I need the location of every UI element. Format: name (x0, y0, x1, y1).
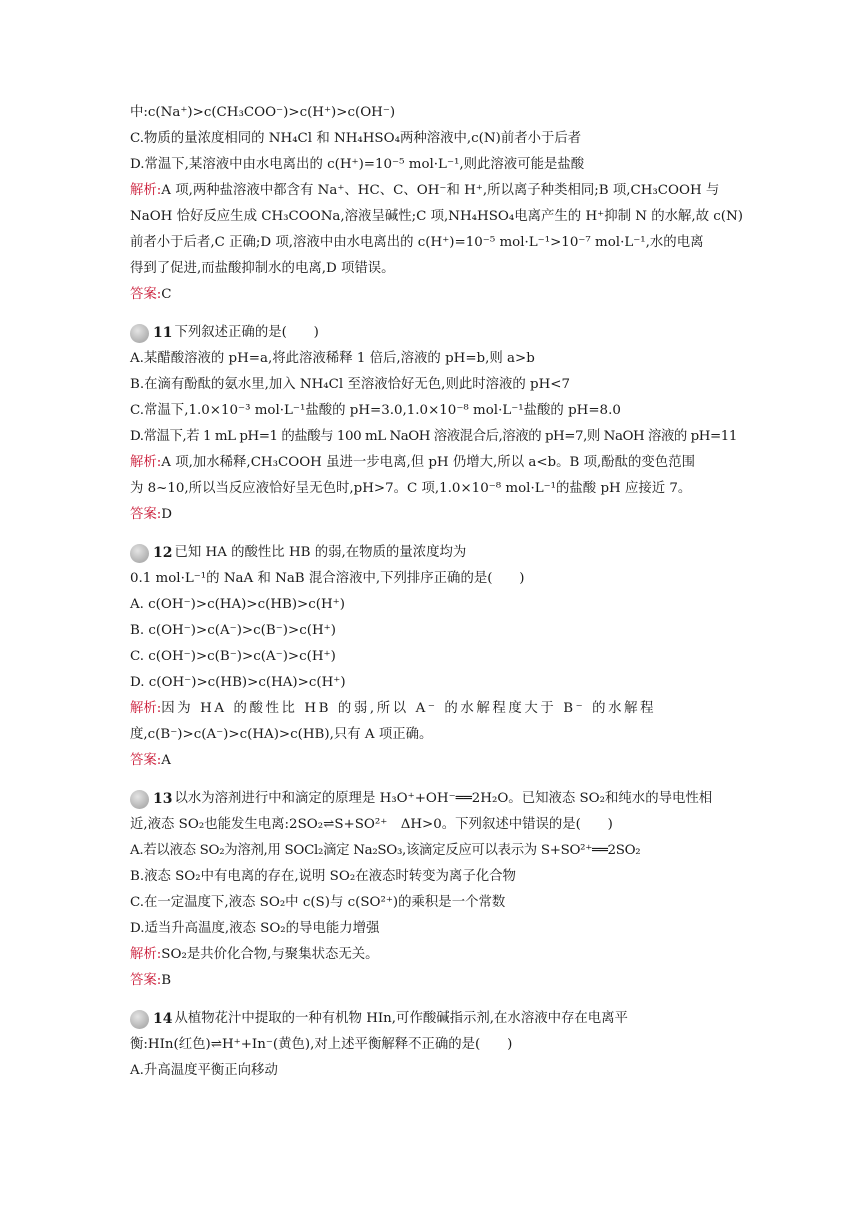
analysis-line: 解析:因为 HA 的酸性比 HB 的弱,所以 A⁻ 的水解程度大于 B⁻ 的水解程 (130, 701, 657, 716)
question-number: 13 (153, 791, 173, 807)
analysis-label: 解析: (130, 183, 162, 198)
question-stem: 已知 HA 的酸性比 HB 的弱,在物质的量浓度均为 (174, 545, 467, 560)
question-14 (130, 1006, 735, 1084)
option-line: 中:c(Na⁺)>c(CH₃COO⁻)>c(H⁺)>c(OH⁻) (130, 105, 396, 120)
question-13 (130, 786, 735, 994)
answer-line (130, 502, 735, 528)
answer-label: 答案: (130, 753, 162, 768)
question-bullet-icon (130, 324, 149, 343)
option-d: D. c(OH⁻)>c(HB)>c(HA)>c(H⁺) (130, 675, 346, 690)
analysis-line: 解析:SO₂是共价化合物,与聚集状态无关。 (130, 947, 379, 962)
question-bullet-icon (130, 544, 149, 563)
answer-label: 答案: (130, 507, 162, 522)
answer-line (130, 282, 735, 308)
question-number: 14 (153, 1011, 173, 1027)
answer-value: B (161, 973, 172, 988)
question-10-tail (130, 100, 743, 308)
answer-line (130, 748, 735, 774)
option-line: D.常温下,某溶液中由水电离出的 c(H⁺)=10⁻⁵ mol·L⁻¹,则此溶液可能是盐酸 (130, 157, 585, 172)
analysis-line: 解析:A 项,两种盐溶液中都含有 Na⁺、HC、C、OH⁻和 H⁺,所以离子种类相同;B 项,CH₃COOH 与 (130, 183, 720, 198)
question-header (130, 786, 735, 812)
content-column (130, 100, 743, 1084)
question-bullet-icon (130, 790, 149, 809)
question-number: 11 (153, 325, 173, 341)
question-header (130, 540, 735, 566)
analysis-label: 解析: (130, 455, 162, 470)
analysis-line: 度,c(B⁻)>c(A⁻)>c(HA)>c(HB),只有 A 项正确。 (130, 727, 433, 742)
option-c: C. c(OH⁻)>c(B⁻)>c(A⁻)>c(H⁺) (130, 649, 336, 664)
answer-value: A (161, 753, 171, 768)
option-line: C.物质的量浓度相同的 NH₄Cl 和 NH₄HSO₄两种溶液中,c(N)前者小于后者 (130, 131, 582, 146)
question-12 (130, 540, 735, 774)
question-header (130, 1006, 735, 1032)
question-stem: 以水为溶剂进行中和滴定的原理是 H₃O⁺+OH⁻══2H₂O。已知液态 SO₂和纯水的导电性相 (174, 791, 713, 806)
answer-line (130, 968, 735, 994)
analysis-line: NaOH 恰好反应生成 CH₃COONa,溶液呈碱性;C 项,NH₄HSO₄电离产生的 H⁺抑制 N 的水解,故 c(N) (130, 209, 743, 224)
option-c: C.常温下,1.0×10⁻³ mol·L⁻¹盐酸的 pH=3.0,1.0×10⁻⁸ mol·L⁻¹盐酸的 pH=8.0 (130, 403, 621, 418)
option-b: B. c(OH⁻)>c(A⁻)>c(B⁻)>c(H⁺) (130, 623, 336, 638)
option-b: B.液态 SO₂中有电离的存在,说明 SO₂在液态时转变为离子化合物 (130, 869, 516, 884)
answer-label: 答案: (130, 973, 162, 988)
answer-label: 答案: (130, 287, 162, 302)
analysis-label: 解析: (130, 701, 162, 716)
option-a: A.某醋酸溶液的 pH=a,将此溶液稀释 1 倍后,溶液的 pH=b,则 a>b (130, 351, 535, 366)
analysis-line: 得到了促进,而盐酸抑制水的电离,D 项错误。 (130, 261, 395, 276)
option-b: B.在滴有酚酞的氨水里,加入 NH₄Cl 至溶液恰好无色,则此时溶液的 pH<7 (130, 377, 571, 392)
question-11 (130, 320, 735, 528)
question-stem-continued: 0.1 mol·L⁻¹的 NaA 和 NaB 混合溶液中,下列排序正确的是( ) (130, 571, 525, 586)
analysis-line: 前者小于后者,C 正确;D 项,溶液中由水电离出的 c(H⁺)=10⁻⁵ mol·L⁻¹>10⁻⁷ mol·L⁻¹,水的电离 (130, 235, 704, 250)
option-a: A. c(OH⁻)>c(HA)>c(HB)>c(H⁺) (130, 597, 345, 612)
question-stem-continued: 衡:HIn(红色)⇌H⁺+In⁻(黄色),对上述平衡解释不正确的是( ) (130, 1037, 513, 1052)
option-a: A.若以液态 SO₂为溶剂,用 SOCl₂滴定 Na₂SO₃,该滴定反应可以表示为 S+SO²⁺══2SO₂ (130, 843, 641, 858)
question-number: 12 (153, 545, 173, 561)
question-stem-continued: 近,液态 SO₂也能发生电离:2SO₂⇌S+SO²⁺ ΔH>0。下列叙述中错误的是( ) (130, 817, 613, 832)
option-c: C.在一定温度下,液态 SO₂中 c(S)与 c(SO²⁺)的乘积是一个常数 (130, 895, 506, 910)
option-d: D.常温下,若 1 mL pH=1 的盐酸与 100 mL NaOH 溶液混合后,溶液的 pH=7,则 NaOH 溶液的 pH=11 (130, 429, 737, 444)
answer-value: D (161, 507, 173, 522)
question-stem: 从植物花汁中提取的一种有机物 HIn,可作酸碱指示剂,在水溶液中存在电离平 (174, 1011, 628, 1026)
analysis-line: 解析:A 项,加水稀释,CH₃COOH 虽进一步电离,但 pH 仍增大,所以 a<b。B 项,酚酞的变色范围 (130, 455, 695, 470)
answer-value: C (161, 287, 172, 302)
analysis-line: 为 8~10,所以当反应液恰好呈无色时,pH>7。C 项,1.0×10⁻⁸ mol·L⁻¹的盐酸 pH 应接近 7。 (130, 481, 692, 496)
question-header (130, 320, 735, 346)
option-d: D.适当升高温度,液态 SO₂的导电能力增强 (130, 921, 380, 936)
analysis-label: 解析: (130, 947, 162, 962)
question-bullet-icon (130, 1010, 149, 1029)
question-stem: 下列叙述正确的是( ) (174, 325, 319, 340)
option-a: A.升高温度平衡正向移动 (130, 1063, 278, 1078)
